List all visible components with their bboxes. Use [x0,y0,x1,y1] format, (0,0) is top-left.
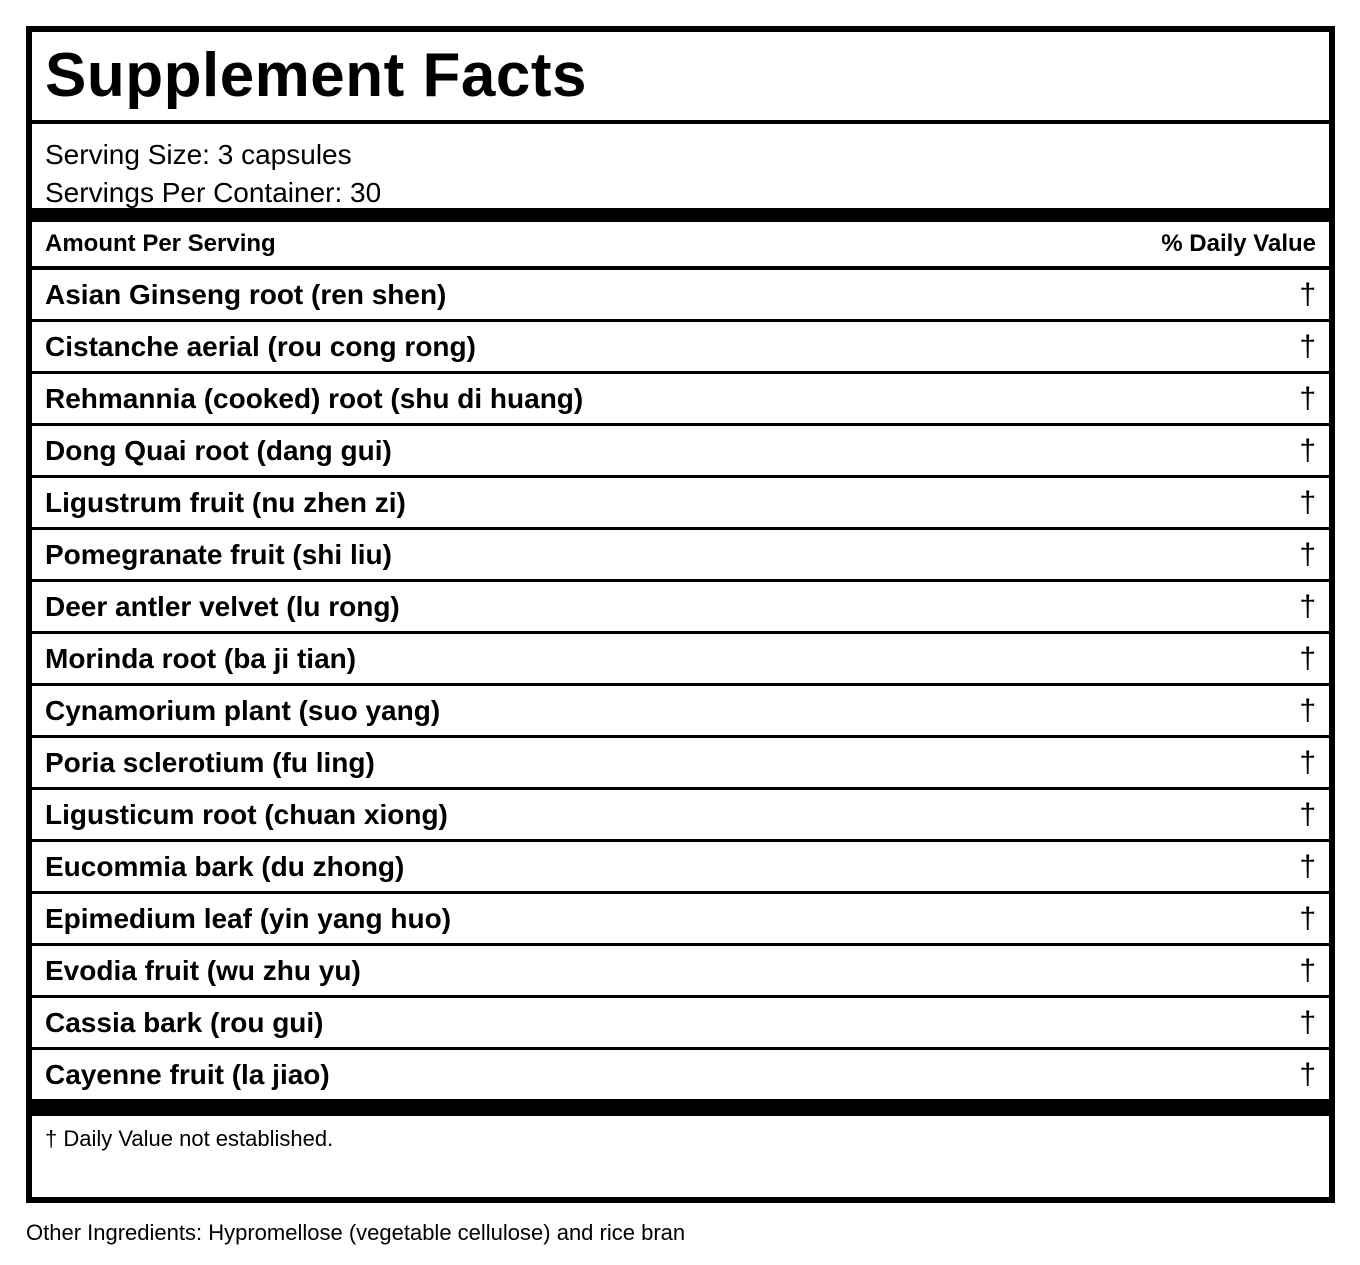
ingredient-row [32,322,1329,374]
daily-value-mark: † [1299,641,1316,675]
daily-value-mark: † [1299,485,1316,519]
ingredient-name: Pomegranate fruit (shi liu) [45,538,392,570]
ingredient-name: Cistanche aerial (rou cong rong) [45,330,476,362]
ingredient-row [32,374,1329,426]
daily-value-mark: † [1299,953,1316,987]
ingredient-row [32,842,1329,894]
daily-value-mark: † [1299,589,1316,623]
title-section [32,28,1329,124]
daily-value-mark: † [1299,797,1316,831]
daily-value-mark: † [1299,745,1316,779]
daily-value-mark: † [1299,277,1316,311]
column-header-row [32,222,1329,270]
ingredient-name: Poria sclerotium (fu ling) [45,746,375,778]
supplement-facts-panel [26,26,1335,1203]
ingredient-name: Dong Quai root (dang gui) [45,434,392,466]
ingredient-row [32,426,1329,478]
ingredient-row [32,530,1329,582]
ingredient-name: Ligustrum fruit (nu zhen zi) [45,486,406,518]
ingredient-row [32,790,1329,842]
ingredient-name: Eucommia bark (du zhong) [45,850,405,882]
other-ingredients: Other Ingredients: Hypromellose (vegetable cellulose) and rice bran [26,1220,686,1245]
ingredient-list [32,270,1329,1102]
daily-value-mark: † [1299,537,1316,571]
daily-value-mark: † [1299,849,1316,883]
serving-info [32,124,1329,222]
amount-per-serving-header: Amount Per Serving [45,230,276,257]
ingredient-name: Rehmannia (cooked) root (shu di huang) [45,382,584,414]
ingredient-name: Morinda root (ba ji tian) [45,642,357,674]
daily-value-mark: † [1299,329,1316,363]
ingredient-row [32,894,1329,946]
ingredient-row [32,738,1329,790]
ingredient-row [32,946,1329,998]
ingredient-row [32,686,1329,738]
ingredient-row [32,1050,1329,1102]
ingredient-name: Ligusticum root (chuan xiong) [45,798,448,830]
ingredient-row [32,582,1329,634]
ingredient-name: Epimedium leaf (yin yang huo) [45,902,452,934]
daily-value-mark: † [1299,1005,1316,1039]
ingredient-row [32,270,1329,322]
ingredient-name: Asian Ginseng root (ren shen) [45,278,447,310]
daily-value-mark: † [1299,381,1316,415]
ingredient-name: Evodia fruit (wu zhu yu) [45,954,361,986]
ingredient-row [32,478,1329,530]
panel-title: Supplement Facts [45,41,587,110]
ingredient-name: Cayenne fruit (la jiao) [45,1058,330,1090]
daily-value-footnote: † Daily Value not established. [45,1126,334,1151]
serving-size: Serving Size: 3 capsules [45,139,352,170]
ingredient-name: Cynamorium plant (suo yang) [45,694,441,726]
daily-value-mark: † [1299,433,1316,467]
ingredient-row [32,634,1329,686]
bottom-thick-divider [32,1102,1329,1116]
daily-value-mark: † [1299,693,1316,727]
ingredient-row [32,998,1329,1050]
daily-value-mark: † [1299,1057,1316,1091]
ingredient-name: Cassia bark (rou gui) [45,1006,324,1038]
servings-per-container: Servings Per Container: 30 [45,177,382,208]
daily-value-header: % Daily Value [1161,230,1316,257]
ingredient-name: Deer antler velvet (lu rong) [45,590,400,622]
daily-value-mark: † [1299,901,1316,935]
